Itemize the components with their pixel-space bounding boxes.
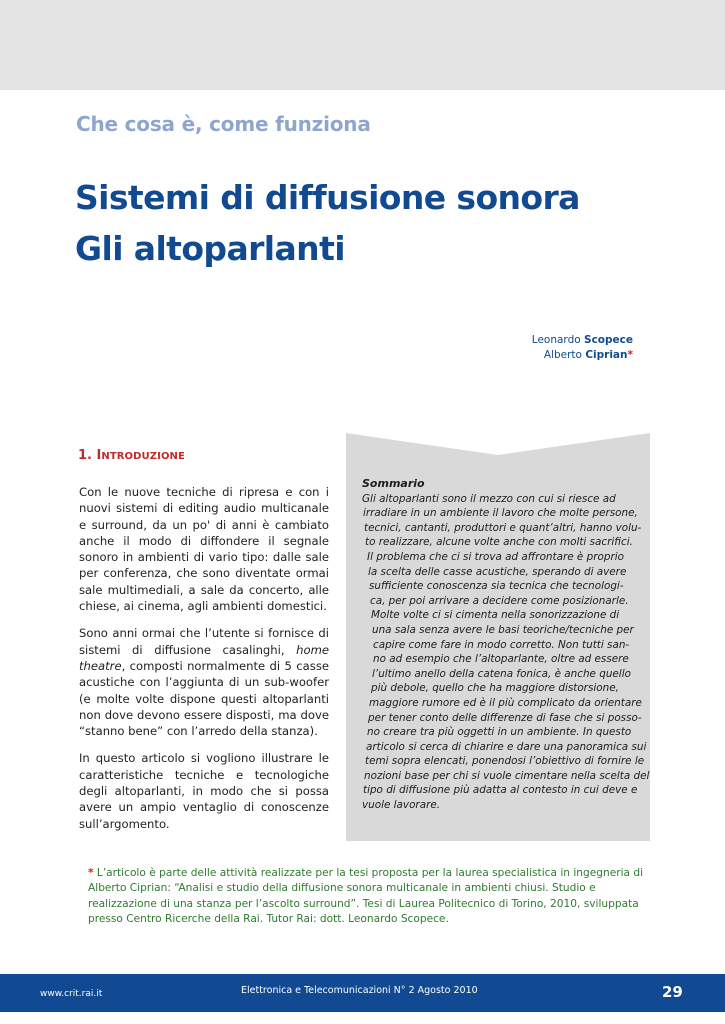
summary-line: la scelta delle casse acustiche, sperando di avere (368, 565, 627, 578)
summary-line: una sala senza avere le basi teoriche/tecniche per (372, 623, 634, 636)
website-link[interactable]: www.crit.rai.it (40, 989, 103, 999)
summary-line: tipo di diffusione più adatta al contesto in cui deve e (363, 784, 638, 797)
paragraph-2-part-b: , composti normalmente di 5 casse acustiche con l’aggiunta di un sub-woofer (e molte volte dispone questi altoparlanti non dove devono essere disposti, ma dove “stanno bene” con l’arredo della stanza). (79, 658, 329, 739)
summary-title: Sommario (362, 477, 425, 490)
section-title-rest: NTRODUZIONE (101, 451, 185, 462)
summary-line: tecnici, cantanti, produttori e quant’altri, hanno volu- (364, 521, 642, 534)
title-line-1: Sistemi di diffusione sonora (75, 178, 580, 217)
author-first-name: Leonardo (531, 334, 581, 346)
paragraph-2-part-a: Sono anni ormai che l’utente si fornisce di sistemi di diffusione casalinghi, (79, 626, 329, 657)
footnote-marker: * (627, 349, 633, 361)
paragraph-2-emphasis: home theatre (79, 642, 329, 673)
summary-text (362, 477, 650, 813)
footnote-text: L’articolo è parte delle attività realizzate per la tesi proposta per la laurea specialistica in ingegneria di Alberto Ciprian: “Analisi e studio della diffusione sonora multicanale in ambienti chiusi. Studio e realizzazione di una stanza per l’ascolto surround”. Tesi di Laurea Politecnico di Torino, 2010, sviluppata presso Centro Ricerche della Rai. Tutor Rai: dott. Leonardo Scopece. (88, 867, 644, 926)
summary-line: capire come fare in modo corretto. Non tutti san- (373, 638, 630, 651)
author-last-name: Scopece (584, 334, 633, 346)
summary-line: l’ultimo anello della catena fonica, è anche quello (372, 667, 631, 680)
summary-line: Molte volte ci si cimenta nella sonorizzazione di (371, 609, 620, 622)
summary-line: più debole, quello che ha maggiore distorsione, (371, 682, 619, 695)
author-first-name: Alberto (543, 349, 582, 361)
summary-line: no ad esempio che l’altoparlante, oltre ad essere (373, 653, 629, 666)
title-line-2: Gli altoparlanti (75, 229, 345, 268)
summary-line: articolo si cerca di chiarire e dare una panoramica sui (366, 740, 647, 753)
summary-line: sufficiente conoscenza sia tecnica che tecnologi- (369, 580, 624, 593)
author-list (532, 333, 633, 363)
footnote-marker: * (88, 867, 94, 879)
paragraph-2 (79, 625, 329, 739)
body-column (79, 484, 329, 843)
section-initial: I (96, 448, 102, 463)
paragraph-1: Con le nuove tecniche di ripresa e con i nuovi sistemi di editing audio multicanale e surround, da un po' di anni è cambiato anche il modo di diffondere il segnale sonoro in ambienti di vario tipo: dalle sale per conferenza, che sono diventate ormai sale multimediali, a sale da concerto, alle chiese, ai cinema, agli ambienti domestici. (79, 485, 329, 614)
summary-line: maggiore rumore ed è il più complicato da orientare (369, 696, 642, 709)
section-heading (78, 448, 185, 463)
footnote (88, 866, 648, 928)
author-last-name: Ciprian (585, 349, 628, 361)
author-2 (532, 348, 633, 363)
summary-line: to realizzare, alcune volte anche con molti sacrifici. (365, 536, 633, 549)
summary-line: temi sopra elencati, ponendosi l’obiettivo di fornire le (365, 755, 645, 768)
section-number: 1. (78, 448, 92, 463)
paragraph-3: In questo articolo si vogliono illustrare le caratteristiche tecniche e tecnologiche degli altoparlanti, in modo che si possa avere un ampio ventaglio di conoscenze sull’argomento. (79, 751, 329, 831)
summary-line: no creare tra più oggetti in un ambiente. In questo (367, 726, 632, 739)
article-title (75, 172, 675, 274)
summary-line: per tener conto delle differenze di fase che si posso- (368, 711, 642, 724)
author-1 (532, 333, 633, 348)
summary-line: Il problema che ci si trova ad affrontare è proprio (367, 550, 624, 563)
summary-line: irradiare in un ambiente il lavoro che molte persone, (363, 507, 638, 520)
top-gray-band (0, 0, 725, 90)
summary-line: ca, per poi arrivare a decidere come posizionarle. (370, 594, 629, 607)
summary-line: Gli altoparlanti sono il mezzo con cui si riesce ad (362, 492, 616, 505)
journal-info: Elettronica e Telecomunicazioni N° 2 Agosto 2010 (241, 985, 478, 996)
summary-line: nozioni base per chi si vuole cimentare nella scelta del (364, 769, 650, 782)
page-number: 29 (662, 983, 683, 1001)
footer-bar (0, 974, 725, 1012)
kicker-heading: Che cosa è, come funziona (76, 112, 371, 136)
summary-line: vuole lavorare. (362, 799, 441, 812)
